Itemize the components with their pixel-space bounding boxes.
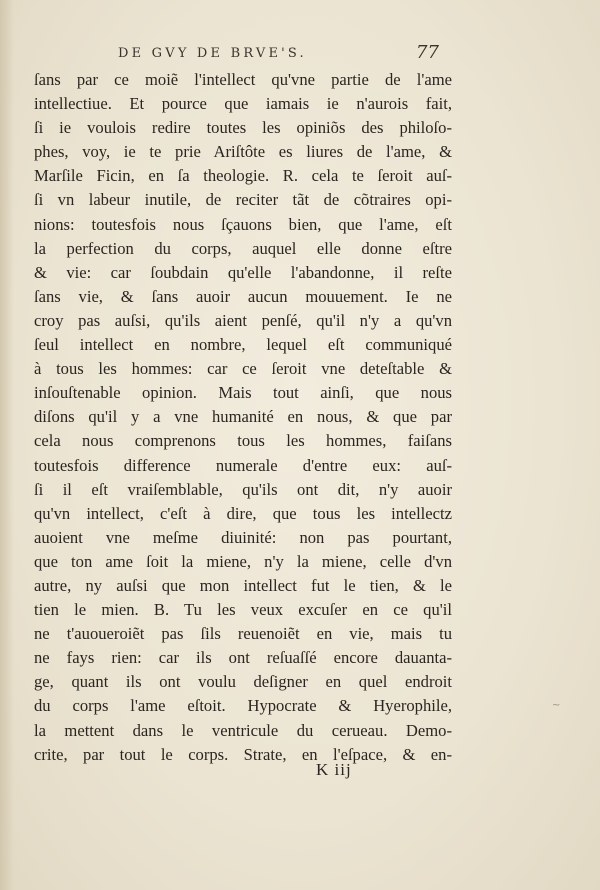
text-line: ſi ie voulois redire toutes les opiniõs des philoſo- (34, 118, 452, 138)
signature-mark: K iij (316, 760, 352, 779)
text-line: ne t'auoueroiẽt pas ſils reuenoiẽt en vie, mais tu (34, 624, 452, 644)
text-line: toutesfois difference numerale d'entre eux: auſ- (34, 455, 452, 475)
text-line: & vie: car ſoubdain qu'elle l'abandonne, il reſte (34, 262, 452, 282)
text-line: crite, par tout le corps. Strate, en l'eſpace, & en- (34, 744, 452, 764)
text-line: ſeul intellect en nombre, lequel eſt communiqué (34, 335, 452, 355)
margin-annotation: ~ (552, 700, 561, 711)
text-line: ſans par ce moiẽ l'intellect qu'vne partie de l'ame (34, 70, 452, 89)
text-line: auoient vne meſme diuinité: non pas pourtant, (34, 527, 452, 547)
text-line: du corps l'ame eſtoit. Hypocrate & Hyerophile, (34, 696, 452, 716)
text-line: que ton ame ſoit la miene, n'y la miene, celle d'vn (34, 551, 452, 571)
text-line: ge, quant ils ont voulu deſigner en quel endroit (34, 672, 452, 692)
running-title: DE GVY DE BRVE'S. (118, 46, 307, 61)
text-line: cela nous comprenons tous les hommes, faiſans (34, 431, 452, 451)
text-line: à tous les hommes: car ce ſeroit vne deteſtable & (34, 359, 452, 379)
text-line: nions: toutesfois nous ſçauons bien, que l'ame, eſt (34, 214, 452, 234)
text-line: phes, voy, ie te prie Ariſtôte es liures de l'ame, & (34, 142, 452, 162)
text-line: la perfection du corps, auquel elle donne eſtre (34, 238, 452, 258)
text-line: croy pas auſsi, qu'ils aient penſé, qu'il n'y a qu'vn (34, 310, 452, 330)
page-gutter-shadow (0, 0, 14, 890)
text-line: ne fays rien: car ils ont reſuaſſé encore dauanta- (34, 648, 452, 668)
body-text-block (34, 68, 452, 767)
text-line: ſans vie, & ſans auoir aucun mouuement. Ie ne (34, 286, 452, 306)
text-line: intellectiue. Et pource que iamais ie n'aurois fait, (34, 94, 452, 114)
text-line: tien le mien. B. Tu les veux excuſer en ce qu'il (34, 600, 452, 620)
text-line: ſi il eſt vraiſemblable, qu'ils ont dit, n'y auoir (34, 479, 452, 499)
text-line: autre, ny auſsi que mon intellect fut le tien, & le (34, 575, 452, 595)
page-number: 77 (416, 42, 439, 63)
text-line: diſons qu'il y a vne humanité en nous, & que par (34, 407, 452, 427)
text-line: Marſile Ficin, en ſa theologie. R. cela te ſeroit auſ- (34, 166, 452, 186)
text-line: inſouſtenable opinion. Mais tout ainſi, que nous (34, 383, 452, 403)
text-line: la mettent dans le ventricule du cerueau. Demo- (34, 720, 452, 740)
text-line: qu'vn intellect, c'eſt à dire, que tous les intellectz (34, 503, 452, 523)
text-line: ſi vn labeur inutile, de reciter tãt de cõtraires opi- (34, 190, 452, 210)
